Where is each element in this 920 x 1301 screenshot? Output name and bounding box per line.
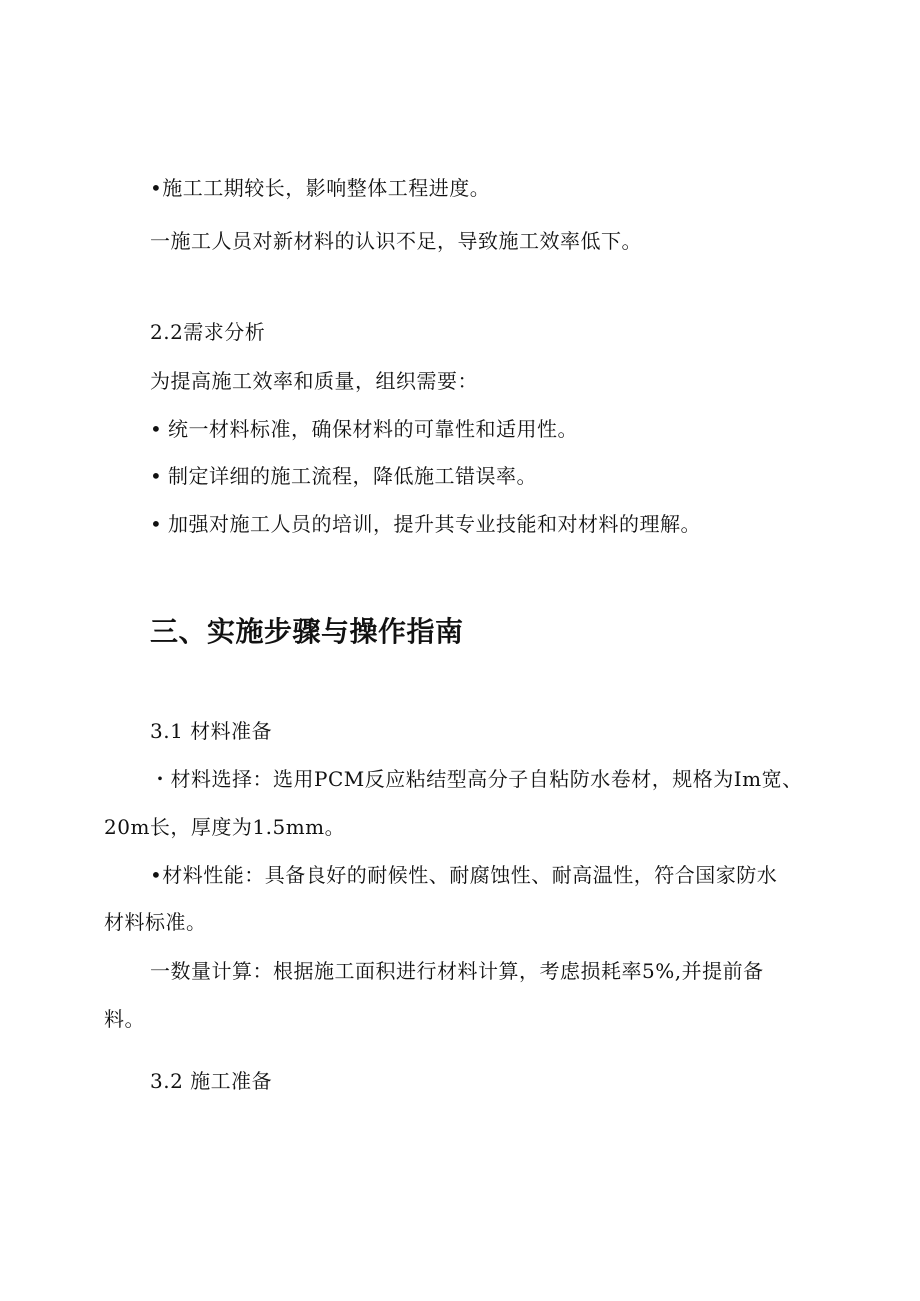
- section-3-2-title: 3.2 施工准备: [150, 1069, 273, 1093]
- requirement-text: 制定详细的施工流程，降低施工错误率。: [168, 464, 537, 488]
- quantity-line1: 一数量计算：根据施工面积进行材料计算，考虑损耗率5%,并提前备: [150, 959, 764, 983]
- bullet-icon: •: [150, 417, 163, 441]
- bullet-icon: •: [150, 464, 163, 488]
- section-2-2-title: 2.2需求分析: [150, 320, 266, 344]
- requirement-item: [150, 462, 537, 490]
- quantity-line2: 料。: [104, 1007, 145, 1031]
- requirement-text: 统一材料标准，确保材料的可靠性和适用性。: [168, 417, 578, 441]
- bullet-icon: •: [150, 512, 163, 536]
- material-choice-line1: ・材料选择：选用PCM反应粘结型高分子自粘防水卷材，规格为Im宽、: [150, 767, 803, 791]
- material-performance-line1: •材料性能：具备良好的耐候性、耐腐蚀性、耐高温性，符合国家防水: [150, 863, 778, 887]
- material-choice-line2: 20m长，厚度为1.5mm。: [104, 815, 346, 839]
- section-3-1-title: 3.1 材料准备: [150, 719, 273, 743]
- requirement-item: [150, 415, 578, 443]
- requirement-text: 加强对施工人员的培训，提升其专业技能和对材料的理解。: [168, 512, 701, 536]
- material-performance-line2: 材料标准。: [104, 910, 207, 934]
- intro-item-awareness: 一施工人员对新材料的认识不足，导致施工效率低下。: [150, 229, 642, 253]
- chapter-3-title: 三、实施步骤与操作指南: [150, 615, 464, 648]
- section-2-2-lead: 为提高施工效率和质量，组织需要：: [150, 369, 478, 393]
- requirement-item: [150, 510, 701, 538]
- intro-item-schedule: •施工工期较长，影响整体工程进度。: [150, 176, 491, 200]
